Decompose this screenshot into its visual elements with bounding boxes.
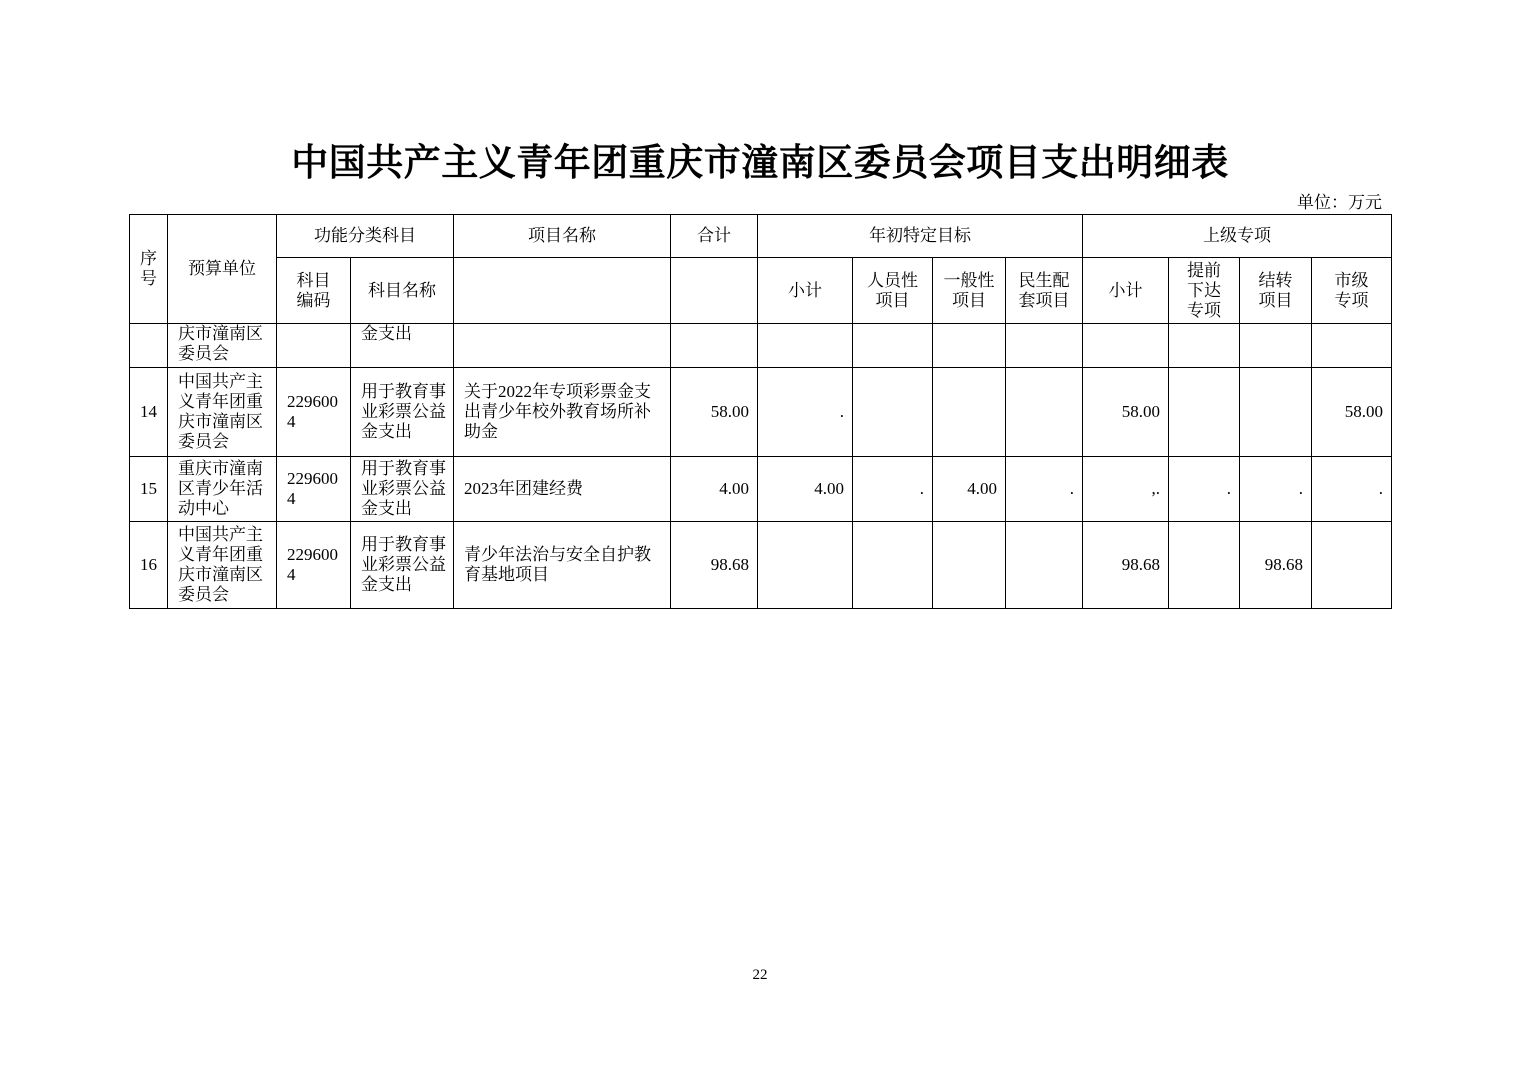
table-row: [130, 522, 1392, 609]
cell-superior-subtotal: 58.00: [1083, 368, 1169, 457]
header-blank-total: [671, 258, 758, 324]
cell-unit: 中国共产主义青年团重庆市潼南区委员会: [168, 368, 277, 457]
cell-target-personnel: .: [853, 457, 933, 522]
cell-target-general: [933, 368, 1006, 457]
cell-subject: 金支出: [351, 324, 454, 368]
cell-project: 2023年团建经费: [454, 457, 671, 522]
table-row: [130, 457, 1392, 522]
header-target-subtotal: 小计: [758, 258, 853, 324]
cell-unit: 中国共产主义青年团重庆市潼南区委员会: [168, 522, 277, 609]
cell-target-subtotal: [758, 522, 853, 609]
cell-superior-subtotal: ,.: [1083, 457, 1169, 522]
cell-superior-city: [1312, 522, 1392, 609]
header-row-1: [130, 215, 1392, 258]
header-project-name: 项目名称: [454, 215, 671, 258]
cell-superior-advance: .: [1169, 457, 1240, 522]
header-superior-advance: 提前下达专项: [1169, 258, 1240, 324]
header-blank-project: [454, 258, 671, 324]
cell-total: 58.00: [671, 368, 758, 457]
cell-total: [671, 324, 758, 368]
page-number: 22: [752, 967, 768, 983]
cell-code: 2296004: [277, 522, 351, 609]
header-target-livelihood: 民生配套项目: [1006, 258, 1083, 324]
expenditure-table: [129, 214, 1392, 609]
header-total: 合计: [671, 215, 758, 258]
cell-superior-carryover: 98.68: [1240, 522, 1312, 609]
cell-project: [454, 324, 671, 368]
cell-target-livelihood: [1006, 522, 1083, 609]
cell-target-livelihood: [1006, 324, 1083, 368]
cell-superior-carryover: [1240, 368, 1312, 457]
cell-target-personnel: [853, 324, 933, 368]
page-title: 中国共产主义青年团重庆市潼南区委员会项目支出明细表: [291, 141, 1229, 184]
cell-superior-carryover: [1240, 324, 1312, 368]
cell-seq: 14: [130, 368, 168, 457]
header-target-general: 一般性项目: [933, 258, 1006, 324]
cell-superior-city: 58.00: [1312, 368, 1392, 457]
cell-seq: 15: [130, 457, 168, 522]
cell-subject: 用于教育事业彩票公益金支出: [351, 368, 454, 457]
cell-subject: 用于教育事业彩票公益金支出: [351, 457, 454, 522]
header-target: 年初特定目标: [758, 215, 1083, 258]
cell-project: 青少年法治与安全自护教育基地项目: [454, 522, 671, 609]
cell-superior-city: [1312, 324, 1392, 368]
header-superior-subtotal: 小计: [1083, 258, 1169, 324]
header-unit: 预算单位: [168, 215, 277, 324]
cell-target-livelihood: .: [1006, 457, 1083, 522]
cell-target-personnel: [853, 522, 933, 609]
cell-subject: 用于教育事业彩票公益金支出: [351, 522, 454, 609]
cell-target-subtotal: .: [758, 368, 853, 457]
cell-seq: 16: [130, 522, 168, 609]
header-seq: 序号: [130, 215, 168, 324]
cell-target-subtotal: [758, 324, 853, 368]
cell-unit: 重庆市潼南区青少年活动中心: [168, 457, 277, 522]
cell-project: 关于2022年专项彩票金支出青少年校外教育场所补助金: [454, 368, 671, 457]
cell-code: 2296004: [277, 368, 351, 457]
cell-superior-city: .: [1312, 457, 1392, 522]
cell-target-subtotal: 4.00: [758, 457, 853, 522]
header-target-personnel: 人员性项目: [853, 258, 933, 324]
table-row: [130, 324, 1392, 368]
header-superior-city: 市级专项: [1312, 258, 1392, 324]
cell-total: 4.00: [671, 457, 758, 522]
cell-superior-advance: [1169, 368, 1240, 457]
cell-target-general: 4.00: [933, 457, 1006, 522]
cell-code: [277, 324, 351, 368]
cell-target-general: [933, 324, 1006, 368]
table-row: [130, 368, 1392, 457]
cell-superior-carryover: .: [1240, 457, 1312, 522]
header-func-class: 功能分类科目: [277, 215, 454, 258]
cell-superior-subtotal: 98.68: [1083, 522, 1169, 609]
unit-label: 单位：万元: [1297, 193, 1382, 212]
cell-target-general: [933, 522, 1006, 609]
cell-total: 98.68: [671, 522, 758, 609]
cell-superior-advance: [1169, 522, 1240, 609]
cell-unit: 庆市潼南区委员会: [168, 324, 277, 368]
cell-superior-advance: [1169, 324, 1240, 368]
cell-target-personnel: [853, 368, 933, 457]
header-subject-name: 科目名称: [351, 258, 454, 324]
header-superior: 上级专项: [1083, 215, 1392, 258]
cell-superior-subtotal: [1083, 324, 1169, 368]
header-subject-code: 科目编码: [277, 258, 351, 324]
cell-target-livelihood: [1006, 368, 1083, 457]
cell-code: 2296004: [277, 457, 351, 522]
header-superior-carryover: 结转项目: [1240, 258, 1312, 324]
header-row-2: [130, 258, 1392, 324]
cell-seq: [130, 324, 168, 368]
